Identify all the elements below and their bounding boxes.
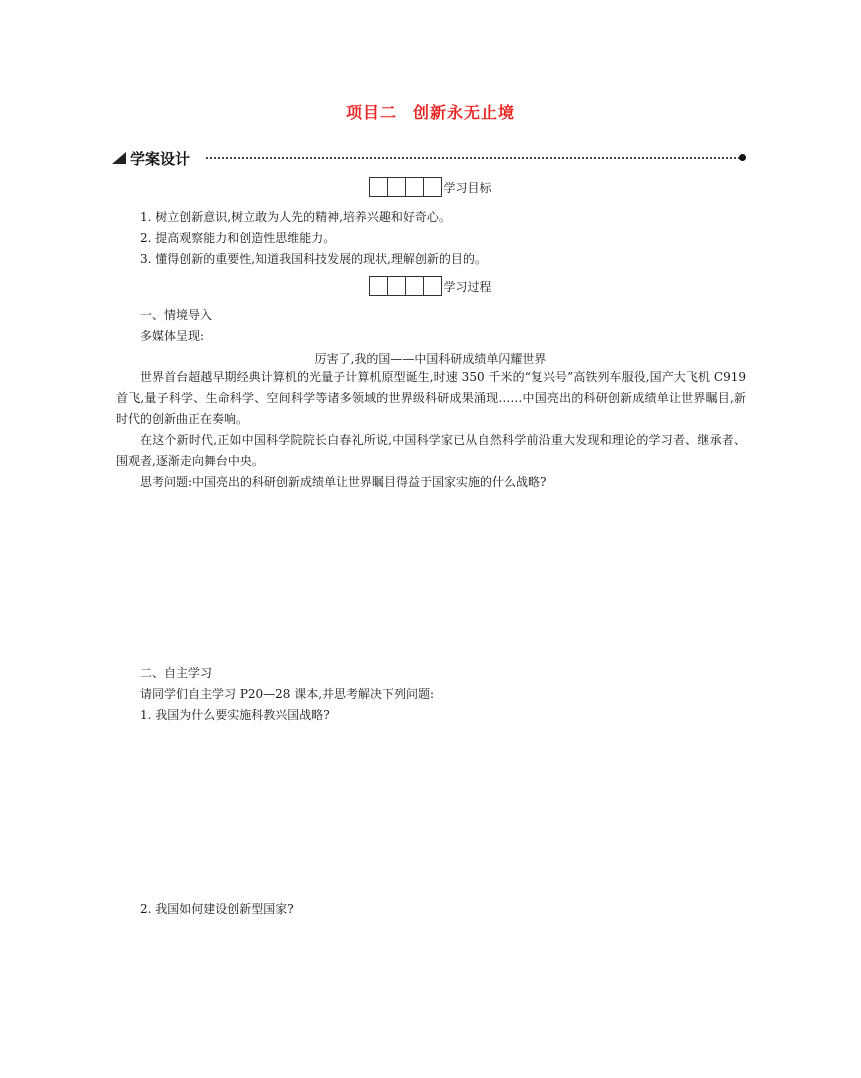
part2-question-1: 1. 我国为什么要实施科教兴国战略? xyxy=(140,708,330,722)
title-part-2: 创新永无止境 xyxy=(413,103,516,122)
box-grid-icon xyxy=(369,276,442,296)
part1-heading: 一、情境导入 xyxy=(140,308,213,322)
triangle-icon xyxy=(112,152,126,164)
dot-end-icon xyxy=(739,154,746,161)
part2-intro: 请同学们自主学习 P20—28 课本,并思考解决下列问题: xyxy=(140,687,435,701)
page-title xyxy=(0,100,861,123)
box-grid-icon xyxy=(369,177,442,197)
part2-heading: 二、自主学习 xyxy=(140,666,213,680)
goals-heading-text: 学习目标 xyxy=(443,180,492,195)
part1-question: 思考问题:中国亮出的科研创新成绩单让世界瞩目得益于国家实施的什么战略? xyxy=(140,475,547,489)
section-header-bar xyxy=(112,148,746,170)
goal-item-3: 3. 懂得创新的重要性,知道我国科技发展的现状,理解创新的目的。 xyxy=(140,252,487,266)
part1-subtitle: 厉害了,我的国——中国科研成绩单闪耀世界 xyxy=(314,352,547,366)
part2-question-2: 2. 我国如何建设创新型国家? xyxy=(140,902,294,916)
dotted-rule xyxy=(206,157,740,160)
section-header-label: 学案设计 xyxy=(130,150,191,168)
process-heading xyxy=(0,276,861,296)
part1-paragraph-1: 世界首台超越早期经典计算机的光量子计算机原型诞生,时速 350 千米的“复兴号”高铁列车服役,国产大飞机 C919 首飞,量子科学、生命科学、空间科学等诸多领域的世界级科研成果涌现……中国亮出的科研创新成绩单让世界瞩目,新时代的创新曲正在奏响。 xyxy=(116,370,746,426)
part1-intro: 多媒体呈现: xyxy=(140,329,205,343)
process-heading-text: 学习过程 xyxy=(443,279,492,294)
goal-item-2: 2. 提高观察能力和创造性思维能力。 xyxy=(140,231,336,245)
part1-paragraph-2: 在这个新时代,正如中国科学院院长白春礼所说,中国科学家已从自然科学前沿重大发现和理论的学习者、继承者、围观者,逐渐走向舞台中央。 xyxy=(116,433,746,468)
goal-item-1: 1. 树立创新意识,树立敢为人先的精神,培养兴趣和好奇心。 xyxy=(140,210,451,224)
title-part-1: 项目二 xyxy=(345,103,397,122)
goals-heading xyxy=(0,177,861,197)
